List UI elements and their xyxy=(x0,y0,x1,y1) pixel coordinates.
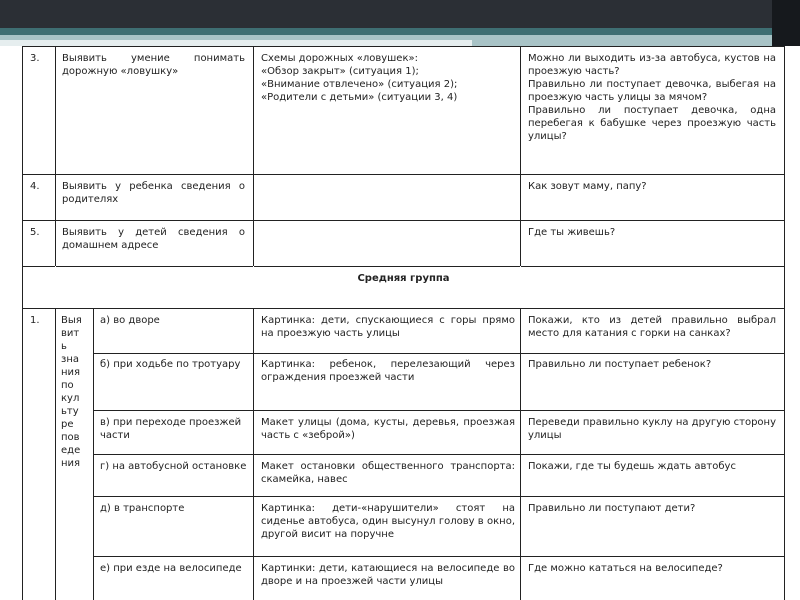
situation-cell: д) в транспорте xyxy=(100,503,185,514)
assessment-table xyxy=(0,46,800,600)
row-material: Схемы дорожных «ловушек»: «Обзор закрыт» (ситуация 1); «Внимание отвлечено» (ситуация 2); «Родители с детьми» (ситуации 3, 4) xyxy=(261,53,458,103)
question-cell: Покажи, где ты будешь ждать автобус xyxy=(528,461,736,472)
question-cell: Правильно ли поступает ребенок? xyxy=(528,359,712,370)
material-cell: Картинки: дети, катающиеся на велосипеде во дворе и на проезжей части улицы xyxy=(261,563,515,587)
material-cell: Макет улицы (дома, кусты, деревья, проезжая часть с «зеброй») xyxy=(261,417,515,441)
question-cell: Где можно кататься на велосипеде? xyxy=(528,563,723,574)
question-cell: Переведи правильно куклу на другую сторону улицы xyxy=(528,417,776,441)
row-goal: Выявить у детей сведения о домашнем адресе xyxy=(62,227,245,251)
question-cell: Правильно ли поступают дети? xyxy=(528,503,696,514)
header-bar-light-right xyxy=(472,35,800,46)
row-goal-vertical: Выя вит ь зна ния по кул ьту ре пов еде ния xyxy=(61,315,82,469)
situation-cell: в) при переходе проезжей части xyxy=(100,417,242,441)
row-goal: Выявить умение понимать дорожную «ловушку» xyxy=(62,53,245,77)
situation-cell: г) на автобусной остановке xyxy=(100,461,247,472)
row-number: 4. xyxy=(30,181,40,192)
situation-cell: е) при езде на велосипеде xyxy=(100,563,242,574)
row-number: 5. xyxy=(30,227,40,238)
row-questions: Можно ли выходить из-за автобуса, кустов на проезжую часть? Правильно ли поступает девочка, выбегая на проезжую часть улицы за мячом? Правильно ли поступает девочка, одна перебегая к бабушке через проезжую часть улицы? xyxy=(528,53,776,142)
row-questions: Где ты живешь? xyxy=(528,227,616,238)
row-goal: Выявить у ребенка сведения о родителях xyxy=(62,181,245,205)
material-cell: Картинка: ребенок, перелезающий через ограждения проезжей части xyxy=(261,359,515,383)
situation-cell: а) во дворе xyxy=(100,315,160,326)
section-title: Средняя группа xyxy=(357,273,450,284)
material-cell: Макет остановки общественного транспорта: скамейка, навес xyxy=(261,461,515,485)
header-bar-teal xyxy=(0,28,800,35)
situation-cell: б) при ходьбе по тротуару xyxy=(100,359,241,370)
row-questions: Как зовут маму, папу? xyxy=(528,181,647,192)
material-cell: Картинка: дети-«нарушители» стоят на сиденье автобуса, один высунул голову в окно, другой висит на поручне xyxy=(261,503,515,540)
material-cell: Картинка: дети, спускающиеся с горы прямо на проезжую часть улицы xyxy=(261,315,515,339)
header-bar-dark xyxy=(0,0,800,28)
question-cell: Покажи, кто из детей правильно выбрал место для катания с горки на санках? xyxy=(528,315,776,339)
header-corner xyxy=(772,0,800,46)
row-number: 1. xyxy=(30,315,40,326)
row-number: 3. xyxy=(30,53,40,64)
